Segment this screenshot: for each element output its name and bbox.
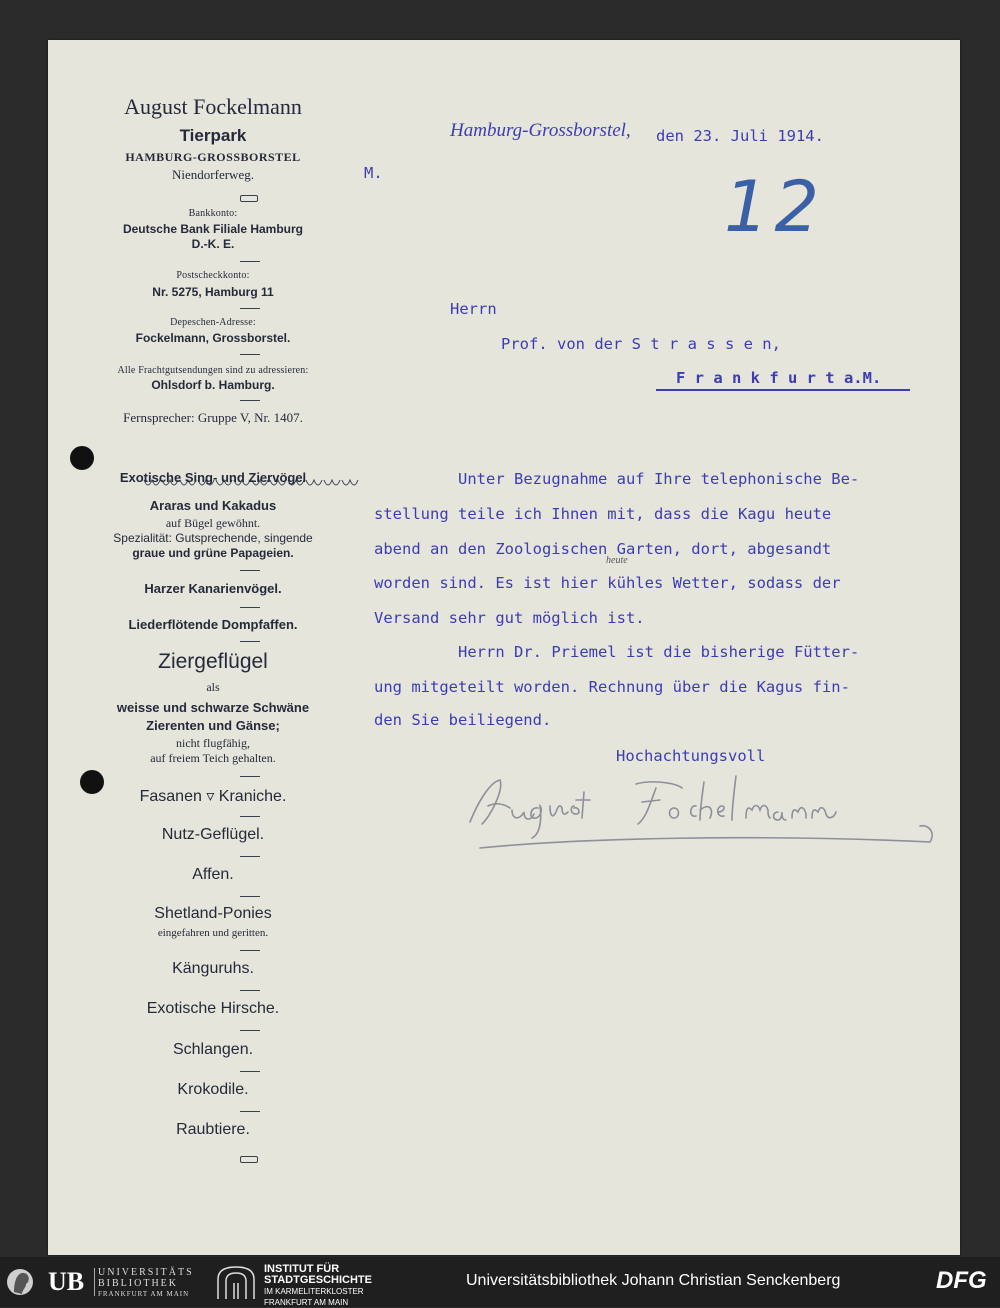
separator bbox=[240, 308, 260, 309]
schwaene: weisse und schwarze Schwäne bbox=[116, 700, 310, 715]
pencil-number: 12 bbox=[724, 166, 826, 248]
salutation: Herrn bbox=[450, 300, 497, 318]
ub-line2: BIBLIOTHEK bbox=[98, 1278, 178, 1289]
buegel: auf Bügel gewöhnt. bbox=[165, 516, 261, 530]
letter-sheet bbox=[48, 40, 960, 1255]
zierenten: Zierenten und Gänse; bbox=[146, 718, 280, 733]
body-line-8: den Sie beiliegend. bbox=[374, 711, 552, 729]
ziergefluegel: Ziergeflügel bbox=[158, 650, 268, 673]
flugfaehig: nicht flugfähig, bbox=[176, 736, 250, 750]
isg-line2: STADTGESCHICHTE bbox=[264, 1274, 372, 1286]
body-line-2: stellung teile ich Ihnen mit, dass die Kagu heute bbox=[374, 505, 832, 523]
phone-label: Fernsprecher: Gruppe V, Nr. 1407. bbox=[123, 410, 303, 425]
telegram-label: Depeschen-Adresse: bbox=[170, 317, 256, 328]
street-label: Niendorferweg. bbox=[172, 167, 254, 182]
separator bbox=[240, 641, 260, 642]
divider-box-icon bbox=[240, 1156, 258, 1163]
fasanen: Fasanen ▿ Kraniche. bbox=[139, 788, 287, 805]
handwritten-insertion: heute bbox=[606, 555, 628, 566]
footer-bar bbox=[0, 1257, 1000, 1307]
isg-line3: IM KARMELITERKLOSTER bbox=[264, 1287, 364, 1296]
recipient: Prof. von der S t r a s s e n, bbox=[501, 335, 781, 353]
spezialitaet-line1: Spezialität: Gutsprechende, singende bbox=[113, 531, 313, 545]
body-line-1: Unter Bezugnahme auf Ihre telephonische Be- bbox=[458, 470, 860, 488]
signature bbox=[460, 762, 935, 862]
separator bbox=[240, 950, 260, 951]
reference-mark: M. bbox=[364, 164, 383, 182]
ub-text bbox=[98, 1267, 194, 1300]
dompfaffen: Liederflötende Dompfaffen. bbox=[128, 617, 298, 632]
teich: auf freiem Teich gehalten. bbox=[150, 751, 276, 765]
bank-label: Bankkonto: bbox=[188, 208, 238, 219]
separator bbox=[240, 990, 260, 991]
tierpark-label: Tierpark bbox=[179, 126, 247, 145]
nutz-gefluegel: Nutz-Geflügel. bbox=[161, 826, 265, 843]
isg-text bbox=[264, 1264, 372, 1308]
bank-line2: D.-K. E. bbox=[191, 237, 235, 251]
ponies-sub: eingefahren und geritten. bbox=[157, 927, 269, 939]
separator bbox=[240, 400, 260, 401]
hirsche: Exotische Hirsche. bbox=[146, 1000, 280, 1017]
body-line-6: Herrn Dr. Priemel ist die bisherige Fütter- bbox=[458, 643, 860, 661]
footer-library-name: Universitätsbibliothek Johann Christian Senckenberg bbox=[466, 1272, 841, 1289]
raubtiere: Raubtiere. bbox=[176, 1121, 250, 1138]
postcheck-label: Postscheckkonto: bbox=[176, 270, 250, 281]
body-line-4: worden sind. Es ist hier kühles Wetter, sodass der bbox=[374, 574, 841, 592]
separator bbox=[240, 816, 260, 817]
logo-divider bbox=[94, 1268, 95, 1296]
bank-line1: Deutsche Bank Filiale Hamburg bbox=[122, 222, 304, 236]
postcheck-value: Nr. 5275, Hamburg 11 bbox=[152, 285, 274, 299]
isg-line4: FRANKFURT AM MAIN bbox=[264, 1298, 349, 1307]
dfg-logo: DFG bbox=[936, 1267, 987, 1294]
body-line-7: ung mitgeteilt worden. Rechnung über die Kagus fin- bbox=[374, 678, 850, 696]
isg-line1: INSTITUT FÜR bbox=[264, 1263, 340, 1275]
freight-value: Ohlsdorf b. Hamburg. bbox=[151, 378, 275, 392]
recipient-city: F r a n k f u r t a.M. bbox=[676, 369, 882, 387]
ub-logo: UB bbox=[48, 1267, 85, 1296]
place: Hamburg-Grossborstel, bbox=[450, 120, 631, 141]
separator bbox=[240, 1111, 260, 1112]
separator bbox=[240, 1030, 260, 1031]
separator bbox=[240, 1071, 260, 1072]
isg-arch-icon bbox=[214, 1265, 258, 1301]
city-underline bbox=[656, 389, 910, 391]
separator bbox=[240, 261, 260, 262]
city-label: HAMBURG-GROSSBORSTEL bbox=[125, 150, 301, 164]
spezialitaet-line2: graue und grüne Papageien. bbox=[132, 546, 294, 560]
divider-box-icon bbox=[240, 195, 258, 202]
ub-line3: FRANKFURT AM MAIN bbox=[98, 1290, 190, 1298]
punch-hole-top bbox=[70, 446, 94, 470]
body-line-3: abend an den Zoologischen Garten, dort, abgesandt bbox=[374, 540, 832, 558]
kaenguruhs: Känguruhs. bbox=[172, 960, 254, 977]
araras: Araras und Kakadus bbox=[149, 498, 277, 513]
closing: Hochachtungsvoll bbox=[616, 747, 766, 765]
body-line-5: Versand sehr gut möglich ist. bbox=[374, 609, 645, 627]
separator bbox=[240, 856, 260, 857]
als: als bbox=[206, 680, 220, 694]
ub-line1: UNIVERSITÄTS bbox=[98, 1267, 194, 1278]
separator bbox=[240, 570, 260, 571]
schlangen: Schlangen. bbox=[172, 1041, 254, 1058]
krokodile: Krokodile. bbox=[177, 1081, 249, 1098]
exotic-birds: Exotische Sing- und Ziervögel bbox=[119, 470, 307, 485]
goethe-portrait-icon bbox=[4, 1266, 48, 1298]
telegram-value: Fockelmann, Grossborstel. bbox=[135, 331, 291, 345]
letter-date: den 23. Juli 1914. bbox=[656, 127, 824, 145]
ponies: Shetland-Ponies bbox=[154, 905, 272, 922]
freight-label: Alle Frachtgutsendungen sind zu adressieren: bbox=[117, 365, 309, 376]
separator bbox=[240, 607, 260, 608]
harzer: Harzer Kanarienvögel. bbox=[144, 581, 282, 596]
separator bbox=[240, 354, 260, 355]
company-name: August Fockelmann bbox=[124, 94, 302, 119]
separator bbox=[240, 896, 260, 897]
affen: Affen. bbox=[192, 866, 234, 883]
separator bbox=[240, 776, 260, 777]
